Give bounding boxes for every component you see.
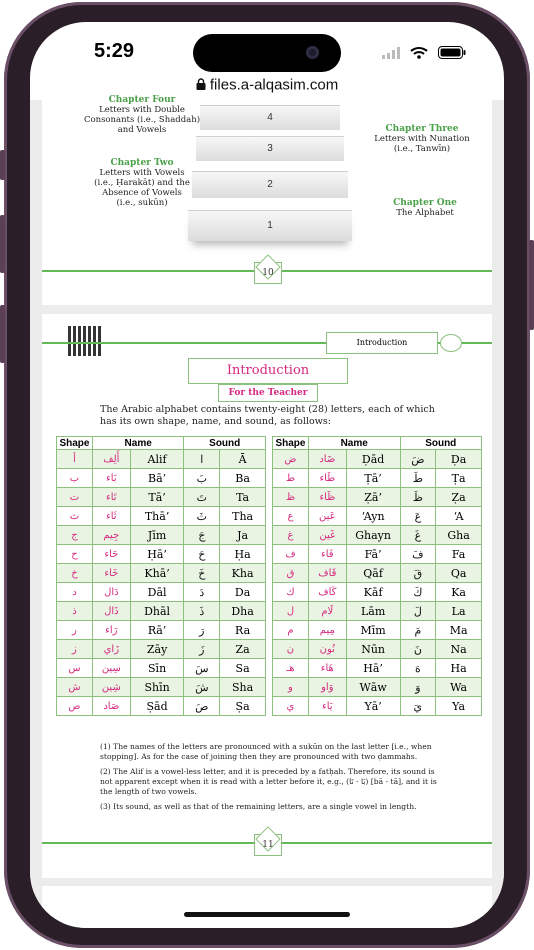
col-name: Name [92,437,184,450]
letter-symbol: لَ [400,602,436,621]
table-row [57,602,266,621]
letter-sound: Wa [436,678,482,697]
table-row [273,659,482,678]
table-row [57,545,266,564]
lock-icon [196,77,210,94]
letter-shape: ف [273,545,309,564]
letter-arabic-name: جِيم [92,526,130,545]
camera-icon [306,46,319,59]
letter-shape: س [57,659,93,678]
letter-sound: Na [436,640,482,659]
table-row [57,450,266,469]
address-bar[interactable] [30,76,504,94]
letter-symbol: شَ [184,678,220,697]
letter-arabic-name: وَاو [308,678,346,697]
letter-sound: Dha [220,602,266,621]
letter-symbol: صَ [184,697,220,716]
col-shape: Shape [57,437,93,450]
page-number-11: 11 [254,834,282,856]
letter-name: Ghayn [346,526,400,545]
letter-shape: خ [57,564,93,583]
signal-icon [382,44,400,63]
table-row [57,659,266,678]
letter-name: Rā’ [130,621,184,640]
letter-symbol: حَ [184,545,220,564]
table-row [273,583,482,602]
chapter-three-line: Letters with Nunation [374,134,470,144]
letter-name: Wāw [346,678,400,697]
letter-arabic-name: حَاء [92,545,130,564]
letter-shape: ز [57,640,93,659]
letter-name: Yā’ [346,697,400,716]
chapter-three-block [360,124,484,154]
letter-sound: Ta [220,488,266,507]
table-header-row [57,437,266,450]
letter-arabic-name: شِين [92,678,130,697]
letter-sound: Da [220,583,266,602]
letters-table-left [56,436,266,716]
letter-name: Fā’ [346,545,400,564]
table-row [273,678,482,697]
letter-arabic-name: دَال [92,583,130,602]
letter-symbol: ثَ [184,507,220,526]
letter-shape: ح [57,545,93,564]
letter-symbol: رَ [184,621,220,640]
chapter-two-line: Letters with Vowels [99,168,185,178]
table-row [57,583,266,602]
letter-name: Kāf [346,583,400,602]
table-row [273,697,482,716]
footnote-2: (2) The Alif is a vowel-less letter, and it is preceded by a fatḥah. Therefore, its sound is not apparent except when it is read with a letter before it, e.g., (بَا - تَا) [bā - tā], and it is the length of two vowels. [100,767,437,796]
table-row [57,621,266,640]
col-shape: Shape [273,437,309,450]
letter-sound: Ṭa [436,469,482,488]
section-title: Introduction [188,358,348,384]
letter-sound: Sa [220,659,266,678]
letter-arabic-name: زَاي [92,640,130,659]
table-row [273,640,482,659]
letter-symbol: نَ [400,640,436,659]
table-header-row [273,437,482,450]
letter-sound: Ra [220,621,266,640]
letter-arabic-name: رَاء [92,621,130,640]
chapter-two-line: (i.e., sukūn) [116,198,168,208]
footnotes [100,742,440,812]
letter-sound: La [436,602,482,621]
side-button-volume-up [0,215,5,273]
stair-step-3: 3 [196,136,344,161]
letter-arabic-name: بَاء [92,469,130,488]
home-indicator[interactable] [184,912,350,917]
letter-shape: ث [57,507,93,526]
letter-arabic-name: نُون [308,640,346,659]
chapter-two-line: Absence of Vowels [102,188,182,198]
table-row [273,526,482,545]
letter-sound: Sha [220,678,266,697]
letter-symbol: طَ [400,469,436,488]
chapter-three-line: (i.e., Tanwīn) [393,144,451,154]
letter-arabic-name: قَاف [308,564,346,583]
table-row [273,621,482,640]
letter-name: Khā’ [130,564,184,583]
letter-shape: غ [273,526,309,545]
letter-arabic-name: مِيم [308,621,346,640]
letter-shape: م [273,621,309,640]
letter-shape: د [57,583,93,602]
letter-symbol: دَ [184,583,220,602]
letter-symbol: هَ [400,659,436,678]
letter-symbol: غَ [400,526,436,545]
table-row [57,640,266,659]
letters-table-right [272,436,482,716]
letter-symbol: ظَ [400,488,436,507]
letter-name: Bā’ [130,469,184,488]
chapter-four-line: Letters with Double [99,105,185,115]
letter-arabic-name: أَلِف [92,450,130,469]
letter-sound: Ẓa [436,488,482,507]
letter-name: Ẓā’ [346,488,400,507]
letter-sound: Ka [436,583,482,602]
letter-name: Ḍād [346,450,400,469]
letter-symbol: كَ [400,583,436,602]
letter-arabic-name: ظَاء [308,488,346,507]
chapter-four-title: Chapter Four [108,95,176,105]
letter-name: Lām [346,602,400,621]
header-label-box: Introduction [326,332,438,354]
table-row [57,469,266,488]
side-button-action [0,150,5,180]
col-name: Name [308,437,400,450]
pdf-page-11 [42,314,492,878]
stair-step-4: 4 [200,105,340,130]
letter-symbol: ذَ [184,602,220,621]
letter-arabic-name: طَاء [308,469,346,488]
letter-symbol: عَ [400,507,436,526]
letter-arabic-name: يَاء [308,697,346,716]
letter-shape: ل [273,602,309,621]
pdf-viewer[interactable] [30,95,504,928]
letter-shape: ك [273,583,309,602]
letter-arabic-name: صَاد [92,697,130,716]
letter-name: Qāf [346,564,400,583]
pdf-page-12-edge [42,886,492,928]
letter-shape: ع [273,507,309,526]
letter-name: Tā’ [130,488,184,507]
letter-shape: ر [57,621,93,640]
letter-name: ‘Ayn [346,507,400,526]
letter-shape: ق [273,564,309,583]
letter-symbol: ا [184,450,220,469]
table-row [273,564,482,583]
letter-arabic-name: لَام [308,602,346,621]
side-button-volume-down [0,305,5,363]
stair-step-2: 2 [192,171,348,198]
screen [30,22,504,928]
letter-shape: هـ [273,659,309,678]
letter-arabic-name: ثَاء [92,507,130,526]
table-row [57,488,266,507]
letter-sound: Ḍa [436,450,482,469]
header-ornament-icon [440,334,462,352]
status-time: 5:29 [94,40,135,62]
letter-sound: Ḥa [220,545,266,564]
letter-sound: Ā [220,450,266,469]
letter-shape: ب [57,469,93,488]
table-row [57,507,266,526]
letter-name: Dhāl [130,602,184,621]
chapter-two-block [82,158,202,208]
table-row [273,602,482,621]
letter-shape: ش [57,678,93,697]
letter-symbol: فَ [400,545,436,564]
dynamic-island [193,34,341,72]
status-icons [382,44,466,63]
letter-shape: ص [57,697,93,716]
chapter-one-block [370,198,480,218]
table-row [57,697,266,716]
letter-sound: ‘A [436,507,482,526]
letter-shape: ن [273,640,309,659]
letter-arabic-name: سِين [92,659,130,678]
url-text: files.a-alqasim.com [209,76,339,94]
table-row [57,678,266,697]
intro-paragraph: The Arabic alphabet contains twenty-eight (28) letters, each of which has its own shape, name, and sound, as follows: [100,404,435,427]
letter-symbol: بَ [184,469,220,488]
letter-name: Ṭā’ [346,469,400,488]
table-row [273,450,482,469]
letter-arabic-name: غَين [308,526,346,545]
letter-sound: Ṣa [220,697,266,716]
letter-arabic-name: عَين [308,507,346,526]
letter-symbol: تَ [184,488,220,507]
letter-arabic-name: هَاء [308,659,346,678]
chapter-two-line: (i.e., Ḥarakāt) and the [94,178,190,188]
letter-name: Ḥā’ [130,545,184,564]
wifi-icon [410,44,428,63]
letter-name: Thā’ [130,507,184,526]
chapter-four-block [72,95,212,135]
letter-sound: Ba [220,469,266,488]
letter-shape: ت [57,488,93,507]
letter-arabic-name: كَاف [308,583,346,602]
chapter-two-title: Chapter Two [110,158,174,168]
letter-name: Dāl [130,583,184,602]
chapter-three-title: Chapter Three [385,124,459,134]
letter-symbol: قَ [400,564,436,583]
letter-shape: ظ [273,488,309,507]
footnote-3: (3) Its sound, as well as that of the remaining letters, are a single vowel in length. [100,802,417,811]
table-row [273,507,482,526]
side-button-power [529,240,534,330]
chapter-one-line: The Alphabet [396,208,454,218]
letter-symbol: مَ [400,621,436,640]
letter-shape: أ [57,450,93,469]
letter-sound: Qa [436,564,482,583]
letter-sound: Fa [436,545,482,564]
table-row [57,564,266,583]
letter-symbol: ضَ [400,450,436,469]
pdf-page-10 [42,95,492,305]
letter-shape: ض [273,450,309,469]
letter-name: Jīm [130,526,184,545]
letter-arabic-name: ذَال [92,602,130,621]
letter-symbol: زَ [184,640,220,659]
letter-sound: Tha [220,507,266,526]
letter-symbol: خَ [184,564,220,583]
col-sound: Sound [400,437,482,450]
table-row [273,488,482,507]
letter-sound: Ya [436,697,482,716]
chapter-four-line: and Vowels [117,125,167,135]
letter-shape: ج [57,526,93,545]
table-row [273,469,482,488]
letter-name: Ṣād [130,697,184,716]
battery-icon [438,44,466,63]
letter-arabic-name: تَاء [92,488,130,507]
letter-arabic-name: خَاء [92,564,130,583]
letter-arabic-name: فَاء [308,545,346,564]
letter-sound: Gha [436,526,482,545]
footnote-1: (1) The names of the letters are pronounced with a sukūn on the last letter [i.e., when stopping]. As for the case of joining then they are pronounced with two ḍammahs. [100,742,432,761]
chapter-four-line: Consonants (i.e., Shaddah) [83,115,201,125]
letter-name: Nūn [346,640,400,659]
letter-symbol: يَ [400,697,436,716]
stair-step-1: 1 [188,210,352,241]
letter-symbol: وَ [400,678,436,697]
col-sound: Sound [184,437,266,450]
letter-name: Sīn [130,659,184,678]
chapter-one-title: Chapter One [393,198,457,208]
table-row [57,526,266,545]
letter-sound: Ma [436,621,482,640]
letter-name: Shīn [130,678,184,697]
letter-arabic-name: ضَاد [308,450,346,469]
letter-name: Mīm [346,621,400,640]
letter-symbol: سَ [184,659,220,678]
letter-shape: ي [273,697,309,716]
letter-shape: و [273,678,309,697]
letter-sound: Kha [220,564,266,583]
letter-shape: ط [273,469,309,488]
letter-symbol: جَ [184,526,220,545]
table-row [273,545,482,564]
qr-code [68,326,102,356]
letter-sound: Ha [436,659,482,678]
section-subtitle: For the Teacher [218,384,318,402]
letter-sound: Ja [220,526,266,545]
letter-shape: ذ [57,602,93,621]
letter-name: Zāy [130,640,184,659]
letter-name: Alif [130,450,184,469]
page-number-10: 10 [254,262,282,284]
letter-name: Hā’ [346,659,400,678]
letter-sound: Za [220,640,266,659]
